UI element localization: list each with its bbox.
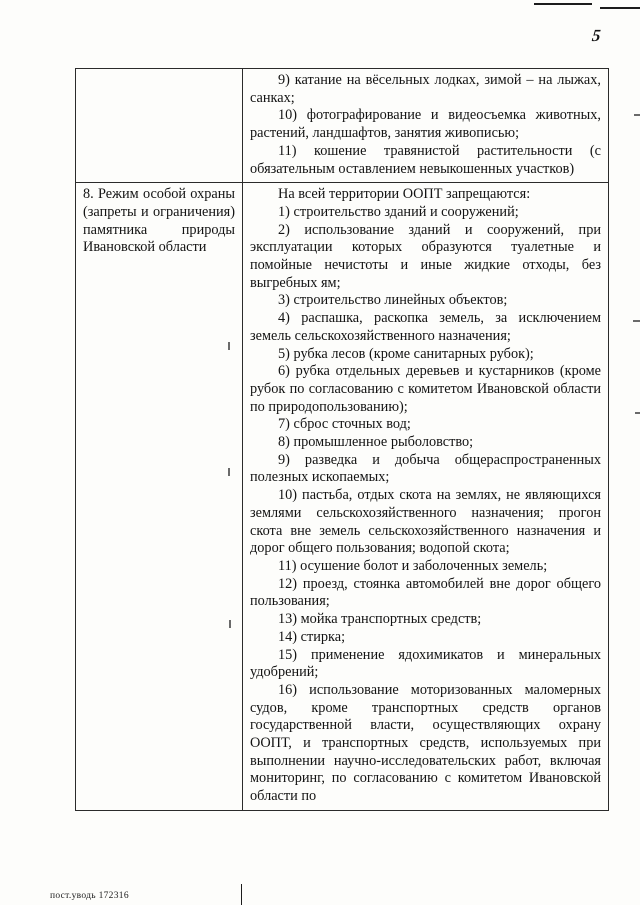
intro-line: На всей территории ООПТ запрещаются: — [278, 186, 531, 203]
list-item: 11) осушение болот и заболоченных земель; — [278, 557, 548, 574]
list-item: 3) строительство линейных объектов; — [278, 292, 508, 309]
list-item: 10) пастьба, отдых скота на землях, не являющихся землями сельскохозяйственного назначения; прогон скота вне земель сельскохозяйственного назначения и дорог общего пользования; водопой скота; — [250, 487, 601, 557]
list-item: 15) применение ядохимикатов и минеральных удобрений; — [250, 646, 601, 681]
list-item: 10) фотографирование и видеосъемка животных, растений, ландшафтов, занятия живописью; — [250, 107, 601, 142]
list-item: 14) стирка; — [278, 628, 346, 645]
page-number: 5 — [591, 26, 602, 45]
list-item: 12) проезд, стоянка автомобилей вне дорог общего пользования; — [250, 575, 601, 610]
list-item: 7) сброс сточных вод; — [278, 416, 411, 433]
list-item: 8) промышленное рыболовство; — [278, 434, 474, 451]
list-item: 6) рубка отдельных деревьев и кустарников (кроме рубок по согласованию с комитетом Ивановской области по природопользованию); — [250, 363, 601, 415]
cell-empty-left — [76, 69, 243, 183]
list-item: 13) мойка транспортных средств; — [278, 611, 482, 628]
scan-artifact — [634, 114, 640, 116]
footer-stamp: пост.уводь 172316 — [50, 891, 129, 901]
list-item: 2) использование зданий и сооружений, при эксплуатации которых образуются туалетные и помойные нечистоты и иные жидкие отходы, без выгребных ям; — [250, 221, 601, 291]
scan-artifact — [633, 320, 640, 322]
table-row-regime — [76, 183, 609, 811]
list-item: 11) кошение травянистой растительности (с обязательным оставлением невыкошенных участков) — [250, 142, 601, 177]
list-item: 16) использование моторизованных маломерных судов, кроме транспортных средств органов государственной власти, осуществляющих охрану ООПТ, и транспортных средств, используемых при выполнении научно-исследовательских работ, включая мониторинг, по согласованию с комитетом Ивановской области по — [250, 681, 601, 805]
list-item: 4) распашка, раскопка земель, за исключением земель сельскохозяйственного назначения; — [250, 310, 601, 344]
cell-prohibitions — [243, 183, 609, 811]
scan-artifact — [635, 412, 640, 414]
table-row-continuation — [76, 69, 609, 183]
list-item: 9) разведка и добыча общераспространенных полезных ископаемых; — [250, 451, 601, 486]
section-label: 8. Режим особой охраны (запреты и ограничения) памятника природы Ивановской области — [83, 186, 235, 256]
scan-artifact — [600, 7, 640, 9]
scan-artifact — [534, 3, 592, 5]
list-item: 5) рубка лесов (кроме санитарных рубок); — [278, 345, 534, 362]
list-item: 1) строительство зданий и сооружений; — [278, 203, 519, 220]
scan-artifact — [241, 884, 242, 905]
cell-section-title — [76, 183, 243, 811]
regime-table — [75, 68, 609, 811]
list-item: 9) катание на вёсельных лодках, зимой – на лыжах, санках; — [250, 72, 601, 106]
cell-continuation-items — [243, 69, 609, 183]
